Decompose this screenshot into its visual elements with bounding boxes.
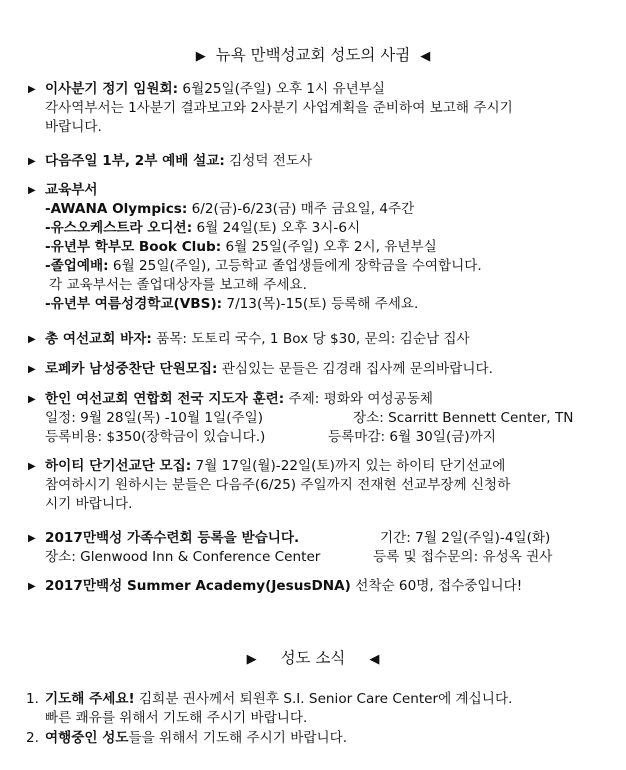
item-text: 7월 17일(월)-22일(토)까지 있는 하이티 단기선교에 — [191, 458, 506, 474]
sub-head: -AWANA Olympics: — [45, 201, 188, 217]
reverse-play-icon: ◀ — [369, 652, 380, 667]
section-title-news — [0, 44, 626, 66]
section-title-members — [0, 647, 626, 669]
bullet-icon: ▶ — [28, 156, 36, 167]
play-icon: ▶ — [246, 652, 257, 667]
sub-text: 6월 24일(토) 오후 3시-6시 — [192, 220, 361, 236]
item-text: 관심있는 문들은 김경래 집사께 문의바랍니다. — [217, 361, 493, 377]
news-item-board-meeting — [45, 80, 605, 137]
item-text: 김성덕 전도사 — [224, 153, 313, 169]
bullet-icon: ▶ — [28, 334, 36, 345]
item-text: 들을 위해서 기도해 주시기 바랍니다. — [128, 730, 348, 746]
item-number: 2. — [26, 730, 39, 746]
sub-text: 7/13(목)-15(토) 등록해 주세요. — [222, 296, 419, 312]
item-head: 기도해 주세요! — [45, 691, 135, 707]
item-head: 이사분기 정기 임원회: — [45, 81, 179, 97]
sub-head: -유년부 학부모 Book Club: — [45, 239, 222, 255]
item-head: 교육부서 — [45, 182, 98, 198]
item-line: 각사역부서는 1사분기 결과보고와 2사분기 사업계획을 준비하여 보고해 주시기 — [45, 100, 513, 116]
item-head: 여행중인 성도 — [45, 730, 129, 746]
news-item-education — [45, 181, 605, 314]
deadline-text: 등록마감: 6월 30일(금)까지 — [328, 429, 496, 445]
reverse-play-icon: ◀ — [420, 49, 431, 64]
item-text: 김희분 권사께서 퇴원후 S.I. Senior Care Center에 계십니다. — [134, 691, 513, 707]
sub-head: -유스오케스트라 오디션: — [45, 220, 193, 236]
item-head: 다음주일 1부, 2부 예배 설교: — [45, 153, 225, 169]
contact-text: 등록 및 접수문의: 유성옥 권사 — [373, 549, 553, 565]
item-text: 선착순 60명, 접수중입니다! — [350, 578, 523, 594]
bullet-icon: ▶ — [28, 533, 36, 544]
news-item-bazaar — [45, 330, 605, 349]
fee-text: 등록비용: $350(장학금이 있습니다.) — [45, 429, 266, 445]
item-line: 빠른 쾌유를 위해서 기도해 주시기 바랍니다. — [45, 710, 308, 726]
sub-head: -졸업예배: — [45, 258, 109, 274]
item-head: 2017만백성 가족수련회 등록을 받습니다. — [45, 530, 300, 546]
period-text: 기간: 7월 2일(주일)-4일(화) — [380, 530, 551, 546]
sub-text: 6월 25일(주일), 고등학교 졸업생들에게 장학금을 수여합니다. — [108, 258, 482, 274]
place-text: 장소: Glenwood Inn & Conference Center — [45, 549, 321, 565]
news-item-summer-academy — [45, 577, 605, 596]
item-line: 시기 바랍니다. — [45, 496, 133, 512]
news-item-sermon — [45, 152, 605, 171]
member-item-travel — [45, 729, 605, 748]
news-item-leader-training — [45, 390, 605, 447]
bullet-icon: ▶ — [28, 84, 36, 95]
news-title: 뉴욕 만백성교회 성도의 사귐 — [215, 46, 411, 64]
member-item-prayer — [45, 690, 605, 728]
sub-text: 6/2(금)-6/23(금) 매주 금요일, 4주간 — [187, 201, 415, 217]
sub-text: 각 교육부서는 졸업대상자를 보고해 주세요. — [49, 277, 307, 293]
item-line: 참여하시기 원하시는 분들은 다음주(6/25) 주일까지 전재현 선교부장께 신청하 — [45, 477, 511, 493]
item-text: 품목: 도토리 국수, 1 Box 당 $30, 문의: 김순남 집사 — [151, 331, 470, 347]
item-head: 로페카 남성중찬단 단원모집: — [45, 361, 218, 377]
bullet-icon: ▶ — [28, 394, 36, 405]
sub-head: -유년부 여름성경학교(VBS): — [45, 296, 223, 312]
item-head: 총 여선교회 바자: — [45, 331, 152, 347]
item-text: 주제: 평화와 여성공동체 — [284, 391, 434, 407]
item-head: 2017만백성 Summer Academy(JesusDNA) — [45, 578, 351, 594]
bullet-icon: ▶ — [28, 364, 36, 375]
item-head: 한인 여선교회 연합회 전국 지도자 훈련: — [45, 391, 285, 407]
news-item-choir — [45, 360, 605, 379]
bullet-icon: ▶ — [28, 185, 36, 196]
sub-text: 6월 25일(주일) 오후 2시, 유년부실 — [221, 239, 437, 255]
bullet-icon: ▶ — [28, 581, 36, 592]
schedule-text: 일정: 9월 28일(목) -10월 1일(주일) — [45, 410, 264, 426]
item-head: 하이티 단기선교단 모집: — [45, 458, 192, 474]
venue-text: 장소: Scarritt Bennett Center, TN — [353, 410, 574, 426]
item-number: 1. — [26, 691, 39, 707]
bullet-icon: ▶ — [28, 461, 36, 472]
item-line: 바랍니다. — [45, 119, 102, 135]
news-item-family-retreat — [45, 529, 605, 567]
item-text: 6월25일(주일) 오후 1시 유년부실 — [178, 81, 386, 97]
members-title: 성도 소식 — [280, 649, 346, 667]
play-icon: ▶ — [195, 49, 206, 64]
news-item-haiti-mission — [45, 457, 605, 514]
